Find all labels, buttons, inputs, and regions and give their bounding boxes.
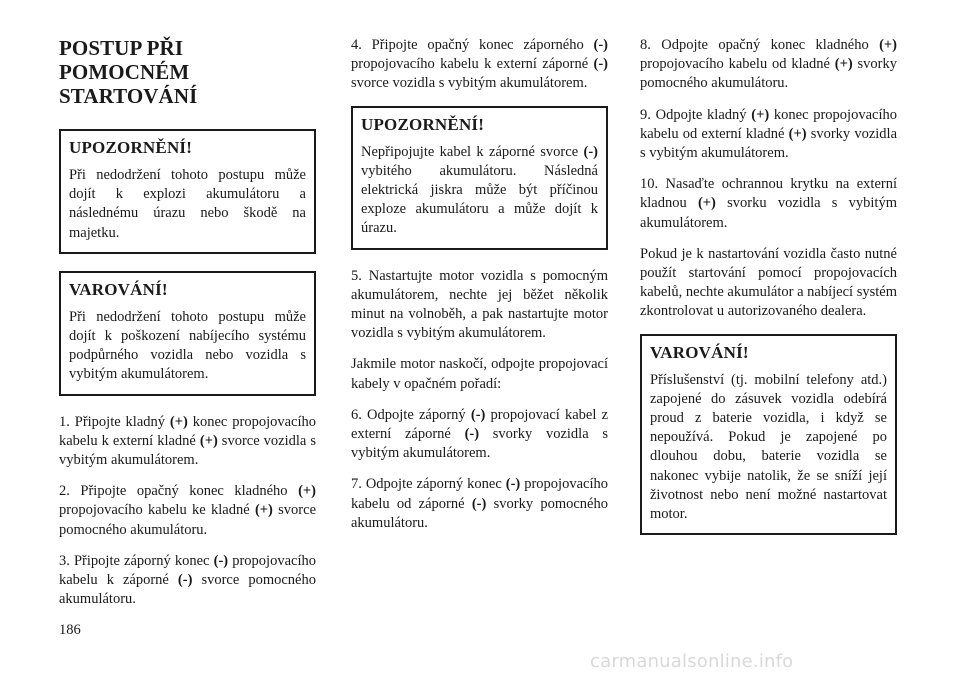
negative-sign: (-) bbox=[583, 143, 598, 160]
positive-sign: (+) bbox=[697, 195, 716, 212]
warning-title: VAROVÁNÍ! bbox=[650, 342, 749, 362]
heading-line-2: STARTOVÁNÍ bbox=[59, 84, 198, 108]
negative-sign: (-) bbox=[471, 495, 487, 512]
caution-box bbox=[59, 129, 316, 254]
negative-sign: (-) bbox=[464, 426, 480, 443]
positive-sign: (+) bbox=[751, 106, 770, 123]
caution-title: UPOZORNĚNÍ! bbox=[361, 114, 485, 134]
disconnect-intro: Jakmile motor naskočí, odpojte propojovací kabely v opačném pořadí: bbox=[351, 356, 608, 392]
negative-sign: (-) bbox=[213, 552, 229, 569]
positive-sign: (+) bbox=[254, 502, 273, 519]
positive-sign: (+) bbox=[879, 37, 897, 53]
step-8: 8. Odpojte opačný konec kladného (+) propojovacího kabelu od kladné (+) svorky pomocného akumulátoru. bbox=[640, 37, 897, 92]
warning-text: Při nedodržení tohoto postupu může dojít k poškození nabíjecího systému podpůrného vozidla nebo vozidla s vybitým akumulátorem. bbox=[69, 308, 306, 383]
step-6: 6. Odpojte záporný (-) propojovací kabel z externí záporné (-) svorky vozidla s vybitým akumulátorem. bbox=[351, 406, 609, 462]
positive-sign: (+) bbox=[788, 125, 807, 142]
column-2 bbox=[351, 36, 608, 545]
step-10: 10. Nasaďte ochrannou krytku na externí kladnou (+) svorku vozidla s vybitým akumulátorem. bbox=[640, 176, 897, 231]
step-1: 1. Připojte kladný (+) konec propojovacího kabelu k externí kladné (+) svorce vozidla s vybitým akumulátorem. bbox=[59, 413, 317, 469]
caution-text: Nepřipojujte kabel k záporné svorce (-) vybitého akumulátoru. Následná elektrická jiskra může být příčinou exploze akumulátoru a může dojít k úrazu. bbox=[361, 143, 598, 237]
warning-text: Příslušenství (tj. mobilní telefony atd.) zapojené do zásuvek vozidla odebírá proud z baterie vozidla, i když se nepoužívá. Pokud je zapojené po dlouhou dobu, baterie vozidla se nakonec vybije natolik, že se sníží její životnost nebo není možné nastartovat motor. bbox=[650, 371, 887, 523]
positive-sign: (+) bbox=[169, 413, 188, 430]
negative-sign: (-) bbox=[177, 572, 193, 589]
section-heading bbox=[59, 36, 316, 108]
negative-sign: (-) bbox=[505, 476, 521, 493]
watermark: carmanualsonline.info bbox=[590, 651, 794, 672]
negative-sign: (-) bbox=[593, 37, 608, 53]
step-7: 7. Odpojte záporný konec (-) propojovacího kabelu od záporné (-) svorky pomocného akumulátoru. bbox=[351, 476, 608, 531]
column-3 bbox=[640, 36, 897, 552]
negative-sign: (-) bbox=[470, 406, 486, 423]
page-number: 186 bbox=[59, 622, 81, 638]
caution-text: Při nedodržení tohoto postupu může dojít k explozi akumulátoru a následnému úrazu nebo škodě na majetku. bbox=[69, 167, 306, 241]
positive-sign: (+) bbox=[199, 432, 218, 449]
dealer-note: Pokud je k nastartování vozidla často nutné použít startování pomocí propojovacích kabelů, nechte akumulátor a nabíjecí systém zkontrolovat u autorizovaného dealera. bbox=[640, 245, 897, 320]
warning-box bbox=[640, 334, 897, 536]
caution-title: UPOZORNĚNÍ! bbox=[69, 138, 193, 157]
warning-box bbox=[59, 271, 316, 396]
step-9: 9. Odpojte kladný (+) konec propojovacího kabelu od externí kladné (+) svorky vozidla s vybitým akumulátorem. bbox=[640, 106, 897, 162]
step-3: 3. Připojte záporný konec (-) propojovacího kabelu k záporné (-) svorce pomocného akumulátoru. bbox=[59, 552, 316, 608]
caution-box bbox=[351, 106, 608, 250]
step-5: 5. Nastartujte motor vozidla s pomocným akumulátorem, nechte jej běžet několik minut na volnoběh, a pak nastartujte motor vozidla s vybitým akumulátorem. bbox=[351, 267, 608, 342]
positive-sign: (+) bbox=[834, 56, 853, 73]
warning-title: VAROVÁNÍ! bbox=[69, 279, 168, 299]
column-1 bbox=[59, 36, 316, 621]
step-2: 2. Připojte opačný konec kladného (+) propojovacího kabelu ke kladné (+) svorce pomocného akumulátoru. bbox=[59, 483, 316, 538]
step-4: 4. Připojte opačný konec záporného (-) propojovacího kabelu k externí záporné (-) svorce vozidla s vybitým akumulátorem. bbox=[351, 37, 608, 92]
negative-sign: (-) bbox=[593, 56, 608, 73]
heading-line-1: POSTUP PŘI POMOCNÉM bbox=[59, 36, 190, 84]
positive-sign: (+) bbox=[298, 483, 316, 500]
